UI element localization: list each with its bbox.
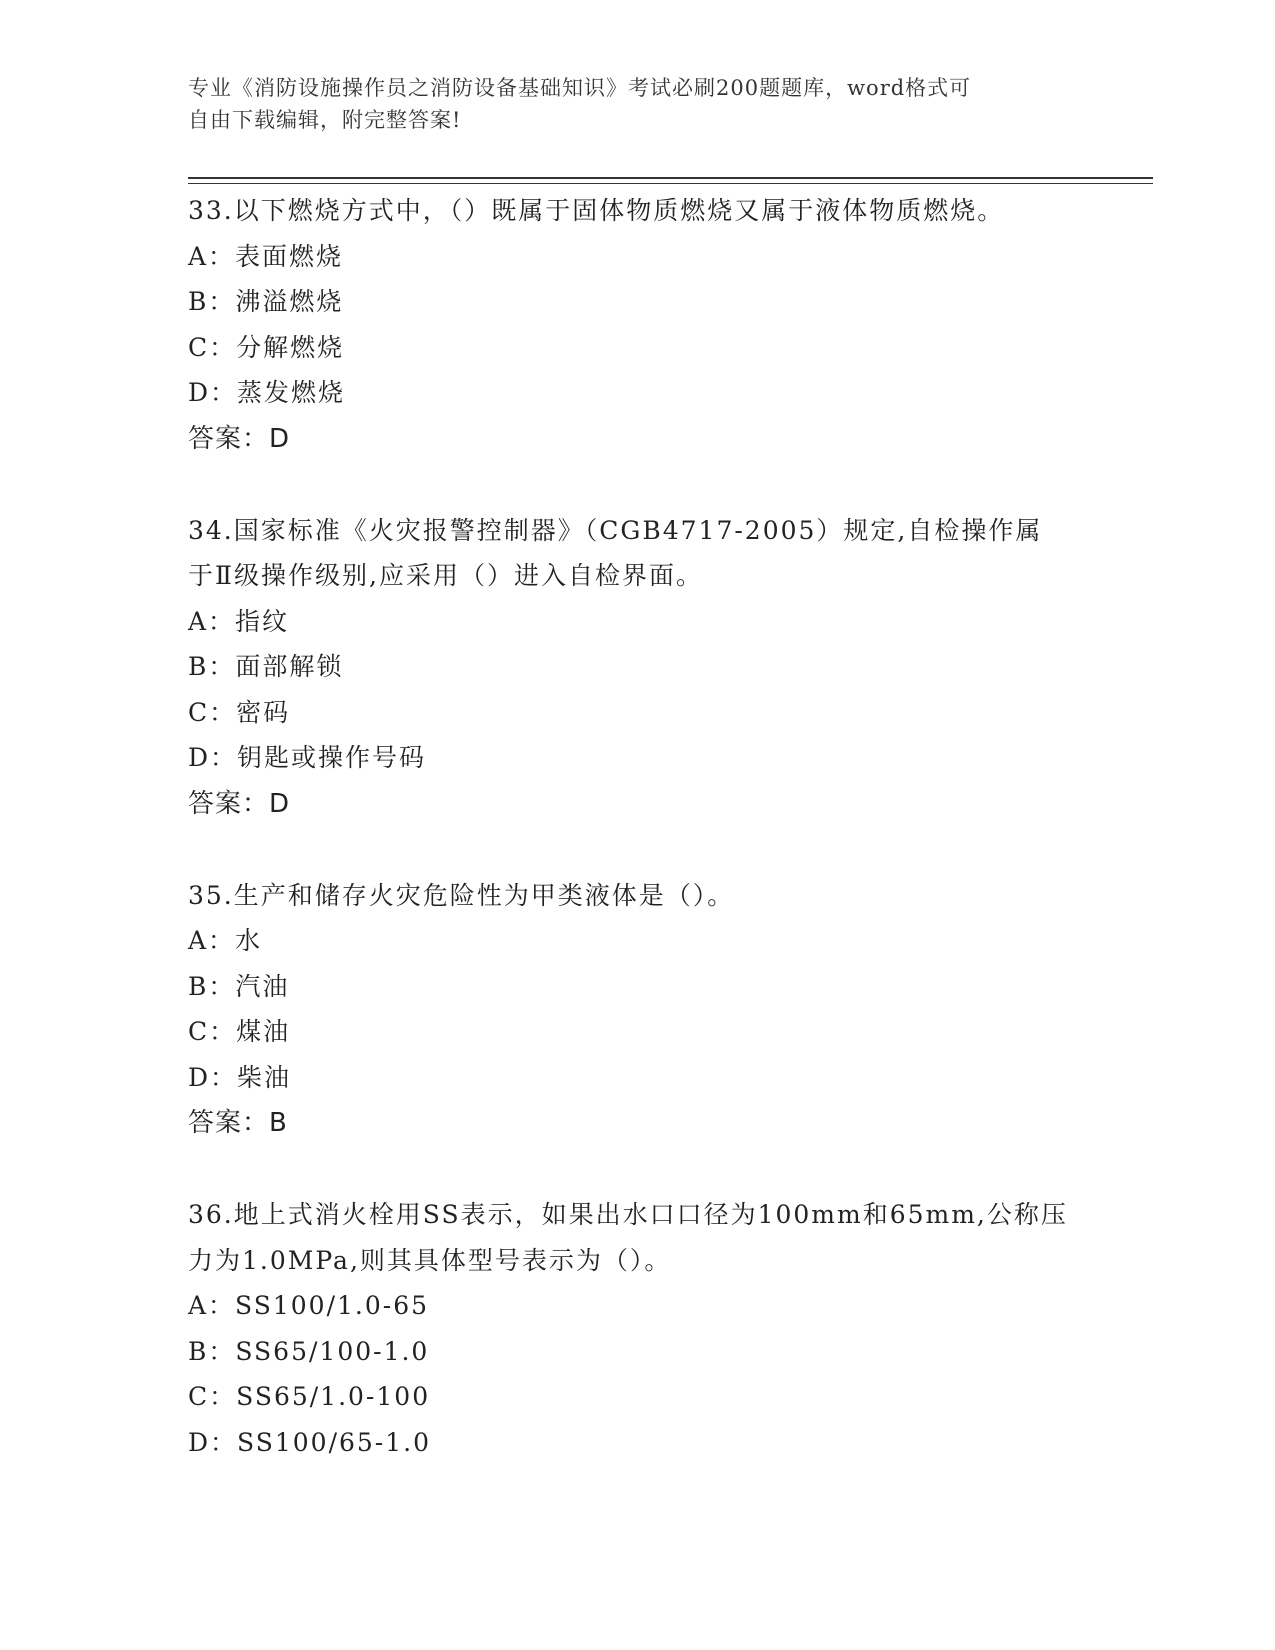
question-33 — [188, 188, 1138, 462]
option-a: A：SS100/1.0-65 — [188, 1291, 430, 1320]
question-35 — [188, 873, 1138, 1147]
header-line-2: 自由下载编辑，附完整答案! — [188, 108, 462, 132]
option-c: C：分解燃烧 — [188, 332, 345, 362]
question-stem: 33.以下燃烧方式中，（）既属于固体物质燃烧又属于液体物质燃烧。 — [188, 196, 1005, 225]
question-stem: 35.生产和储存火灾危险性为甲类液体是（）。 — [188, 880, 735, 910]
header-divider-thick — [188, 177, 1153, 179]
option-d: D：SS100/65-1.0 — [188, 1427, 432, 1457]
header-divider-thin — [188, 183, 1153, 184]
option-b: B：沸溢燃烧 — [188, 287, 344, 316]
option-b: B：汽油 — [188, 971, 290, 1001]
option-b: B：SS65/100-1.0 — [188, 1336, 430, 1366]
answer-line: 答案：D — [188, 423, 291, 454]
answer-line: 答案：B — [188, 1108, 288, 1138]
option-c: C：密码 — [188, 697, 291, 727]
option-d: D：钥匙或操作号码 — [188, 743, 427, 772]
answer-line: 答案：D — [188, 788, 291, 819]
option-a: A：表面燃烧 — [188, 241, 344, 271]
question-34 — [188, 508, 1138, 827]
option-d: D：蒸发燃烧 — [188, 378, 346, 407]
option-d: D：柴油 — [188, 1062, 292, 1092]
question-stem: 36.地上式消火栓用SS表示，如果出水口口径为100mm和65mm,公称压 — [188, 1200, 1068, 1229]
header-line-1: 专业《消防设施操作员之消防设备基础知识》考试必刷200题题库，word格式可 — [188, 76, 972, 100]
question-stem-continued: 于Ⅱ级操作级别,应采用（）进入自检界面。 — [188, 561, 703, 590]
document-header — [188, 72, 1088, 136]
option-b: B：面部解锁 — [188, 652, 344, 681]
option-a: A：水 — [188, 926, 263, 955]
question-36 — [188, 1192, 1138, 1465]
option-a: A：指纹 — [188, 606, 290, 636]
option-c: C：SS65/1.0-100 — [188, 1382, 431, 1411]
question-list — [188, 188, 1138, 1511]
question-stem: 34.国家标准《火灾报警控制器》（CGB4717-2005）规定,自检操作属 — [188, 515, 1043, 545]
question-stem-continued: 力为1.0MPa,则其具体型号表示为（）。 — [188, 1245, 672, 1275]
option-c: C：煤油 — [188, 1017, 291, 1046]
